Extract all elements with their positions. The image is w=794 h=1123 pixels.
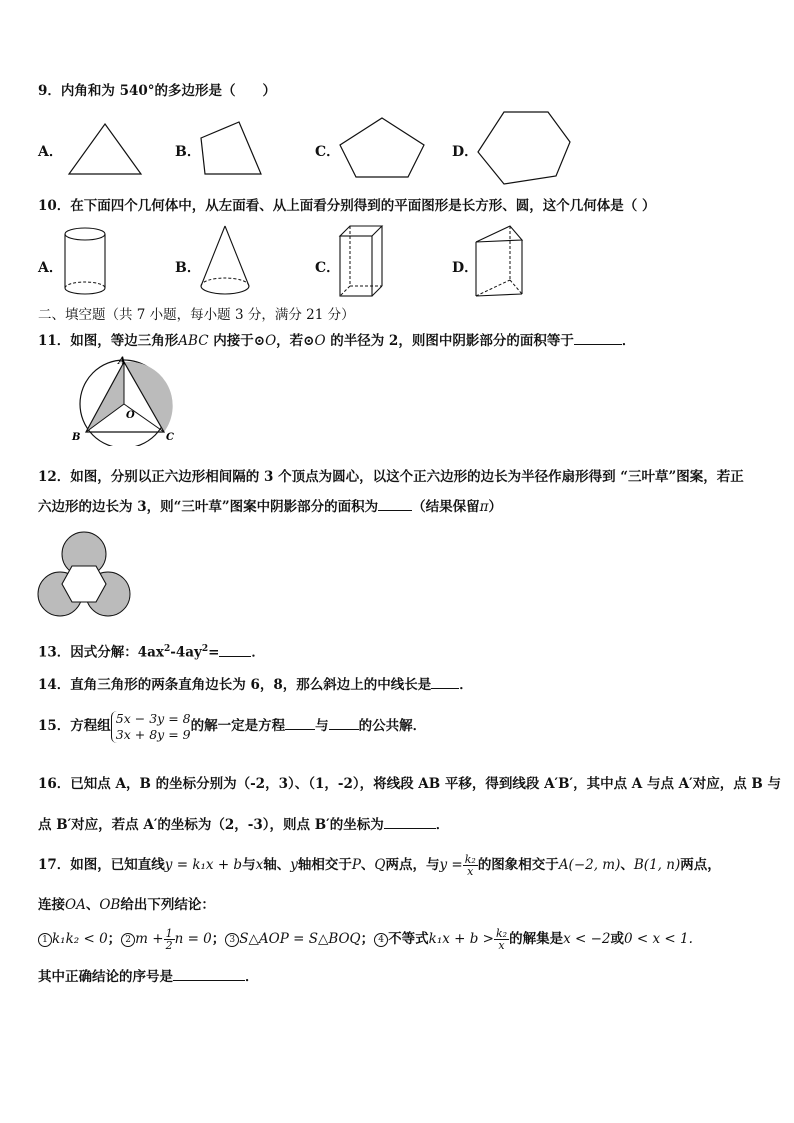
q17-l1-f: 两点，与 xyxy=(385,857,440,873)
q17-hyperbola-lhs: y = xyxy=(439,857,463,873)
conclusion-4-c: 的解集是 xyxy=(509,931,564,947)
conclusion-3: S△AOP = S△BOQ xyxy=(239,931,361,947)
question-11 xyxy=(38,332,635,350)
q17-line-equation: y = k₁x + b xyxy=(164,857,243,873)
conclusion-4-f: 0 < x < 1. xyxy=(624,931,693,947)
q13-text-b: -4ay xyxy=(170,644,202,661)
q17-sep-2: ； xyxy=(211,931,226,947)
q10-option-b: B． xyxy=(175,260,201,276)
c2-den: 2 xyxy=(165,939,173,952)
q15-blank-2 xyxy=(329,717,359,730)
q17-l2-c: 给出下列结论： xyxy=(120,897,215,913)
q15-blank-1 xyxy=(285,717,315,730)
question-12-line-2 xyxy=(38,498,502,516)
question-12-line-1: 12．如图，分别以正六边形相间隔的 3 个顶点为圆心，以这个正六边形的边长为半径作扇形得到 “三叶草”图案，若正 xyxy=(38,469,744,485)
conclusion-4-d: x < −2 xyxy=(563,931,611,947)
cylinder-figure xyxy=(60,224,110,300)
question-10: 10．在下面四个几何体中，从左面看、从上面看分别得到的平面图形是长方形、圆，这个几何体是（ ） xyxy=(38,198,656,214)
q15-eq1: 5x − 3y = 8 xyxy=(115,710,191,726)
conclusion-1: k₁k₂ < 0 xyxy=(52,931,108,947)
q9-option-a: A． xyxy=(38,144,63,160)
c4-num: k₂ xyxy=(496,927,508,940)
q9-option-d: D． xyxy=(452,144,479,160)
triangle-figure xyxy=(65,120,145,180)
q13-text-c: = xyxy=(208,644,220,661)
q14-text-b: ． xyxy=(459,677,473,693)
q10-option-a: A． xyxy=(38,260,63,276)
q12-text-c: ） xyxy=(488,499,502,515)
q13-sup-1: 2 xyxy=(163,644,171,654)
q17-oa: OA xyxy=(65,897,86,913)
q11-o1: O xyxy=(265,333,277,349)
q17-point-q: Q xyxy=(374,857,386,873)
conclusion-4-fraction xyxy=(494,928,509,951)
q17-l1-i: 两点， xyxy=(680,857,721,873)
q11-text-e: ． xyxy=(621,333,636,349)
question-17-line-2 xyxy=(38,896,215,914)
question-13 xyxy=(38,640,265,662)
q9-option-c: C． xyxy=(315,144,341,160)
triangular-prism-figure xyxy=(472,220,528,302)
q17-l1-h: 、 xyxy=(620,857,634,873)
q11-abc: ABC xyxy=(178,333,209,349)
c2-num: 1 xyxy=(165,927,173,940)
conclusion-3-marker: 3 xyxy=(225,933,239,947)
q17-l2-a: 连接 xyxy=(38,897,65,913)
q17-l1-b: 与 xyxy=(242,857,256,873)
q17-point-b: B(1, n) xyxy=(633,857,681,873)
q14-answer-blank xyxy=(431,676,459,689)
conclusion-1-marker: 1 xyxy=(38,933,52,947)
q11-label-a: A xyxy=(118,356,126,367)
q17-l2-b: 、 xyxy=(85,897,100,913)
q10-option-d: D． xyxy=(452,260,479,276)
q13-text-d: ． xyxy=(251,644,265,661)
rectangular-prism-figure xyxy=(336,222,386,302)
c4-den: x xyxy=(498,939,505,952)
q17-sep-3: ； xyxy=(360,931,375,947)
q17-sep-1: ； xyxy=(107,931,122,947)
conclusion-4-marker: 4 xyxy=(374,933,388,947)
q15-equation-system xyxy=(111,711,191,743)
q17-l1-c: 轴、 xyxy=(263,857,291,873)
q17-l1-e: 、 xyxy=(360,857,375,873)
q17-l1-d: 轴相交于 xyxy=(297,857,352,873)
pentagon-figure xyxy=(336,114,428,182)
q17-hyperbola-fraction xyxy=(463,854,478,877)
conclusion-2-marker: 2 xyxy=(121,933,135,947)
conclusion-4-a: 不等式 xyxy=(388,931,429,947)
question-14 xyxy=(38,676,473,694)
q17-l4-a: 其中正确结论的序号是 xyxy=(38,969,173,985)
q14-text-a: 14．直角三角形的两条直角边长为 6，8，那么斜边上的中线长是 xyxy=(38,677,432,693)
q11-answer-blank xyxy=(574,332,622,345)
conclusion-4-b: k₁x + b > xyxy=(428,931,494,947)
q11-circle-triangle-figure xyxy=(66,354,182,446)
q17-frac-den: x xyxy=(467,865,474,878)
q11-text-a: 11．如图，等边三角形 xyxy=(38,333,179,349)
q17-l4-b: ． xyxy=(245,969,259,985)
q15-eq2: 3x + 8y = 9 xyxy=(115,726,191,742)
q11-label-o: O xyxy=(126,410,135,421)
q15-text-d: 的公共解． xyxy=(358,718,427,734)
q12-pi: π xyxy=(479,499,489,515)
question-9: 9．内角和为 540°的多边形是（ ） xyxy=(38,83,277,99)
q10-option-c: C． xyxy=(315,260,341,276)
q16-text-b: ． xyxy=(435,817,450,833)
q17-l1-g: 的图象相交于 xyxy=(477,857,559,873)
q17-x-axis: x xyxy=(255,857,264,873)
q11-text-c: ，若⊙ xyxy=(276,333,315,349)
question-15 xyxy=(38,706,426,746)
q17-frac-num: k₂ xyxy=(464,853,476,866)
conclusion-2-fraction xyxy=(164,928,175,951)
q17-ob: OB xyxy=(99,897,121,913)
trefoil-figure xyxy=(34,528,134,622)
question-17-line-4 xyxy=(38,968,259,986)
q17-point-a: A(−2, m) xyxy=(558,857,621,873)
cone-figure xyxy=(195,222,255,302)
q13-sup-2: 2 xyxy=(201,644,209,654)
q13-answer-blank xyxy=(219,644,251,657)
q17-answer-blank xyxy=(173,968,245,981)
question-16-line-1: 16．已知点 A，B 的坐标分别为（-2，3）、（1，-2），将线段 AB 平移，得到线段 A′B′，其中点 A 与点 A′对应，点 B 与 xyxy=(38,776,782,792)
q17-l1-a: 17．如图，已知直线 xyxy=(38,857,165,873)
q15-text-c: 与 xyxy=(315,718,329,734)
q11-text-b: 内接于⊙ xyxy=(208,333,266,349)
q16-text-a: 点 B′对应，若点 A′的坐标为（2，-3），则点 B′的坐标为 xyxy=(38,817,384,833)
q11-o2: O xyxy=(314,333,326,349)
q15-text-b: 的解一定是方程 xyxy=(190,718,286,734)
q9-option-b: B． xyxy=(175,144,201,160)
conclusion-2-b: n = 0 xyxy=(174,931,212,947)
question-16-line-2 xyxy=(38,816,449,834)
q17-point-p: P xyxy=(351,857,361,873)
conclusion-4-e: 或 xyxy=(610,931,624,947)
section-2-heading: 二、填空题（共 7 小题，每小题 3 分，满分 21 分） xyxy=(38,307,355,323)
q11-label-b: B xyxy=(72,432,81,443)
q17-y-axis: y xyxy=(290,857,298,873)
q13-text-a: 13．因式分解：4ax xyxy=(38,644,164,661)
q15-text-a: 15．方程组 xyxy=(38,718,111,734)
hexagon-figure xyxy=(474,106,574,188)
q12-answer-blank xyxy=(378,498,412,511)
question-17-conclusions xyxy=(38,926,693,952)
question-17-line-1 xyxy=(38,852,721,878)
conclusion-2-a: m + xyxy=(135,931,164,947)
q11-text-d: 的半径为 2，则图中阴影部分的面积等于 xyxy=(325,333,574,349)
quadrilateral-figure xyxy=(195,118,265,180)
q11-label-c: C xyxy=(166,432,174,443)
q16-answer-blank xyxy=(384,816,436,829)
q12-text-a: 六边形的边长为 3，则“三叶草”图案中阴影部分的面积为 xyxy=(38,499,379,515)
q12-text-b: （结果保留 xyxy=(412,499,480,515)
